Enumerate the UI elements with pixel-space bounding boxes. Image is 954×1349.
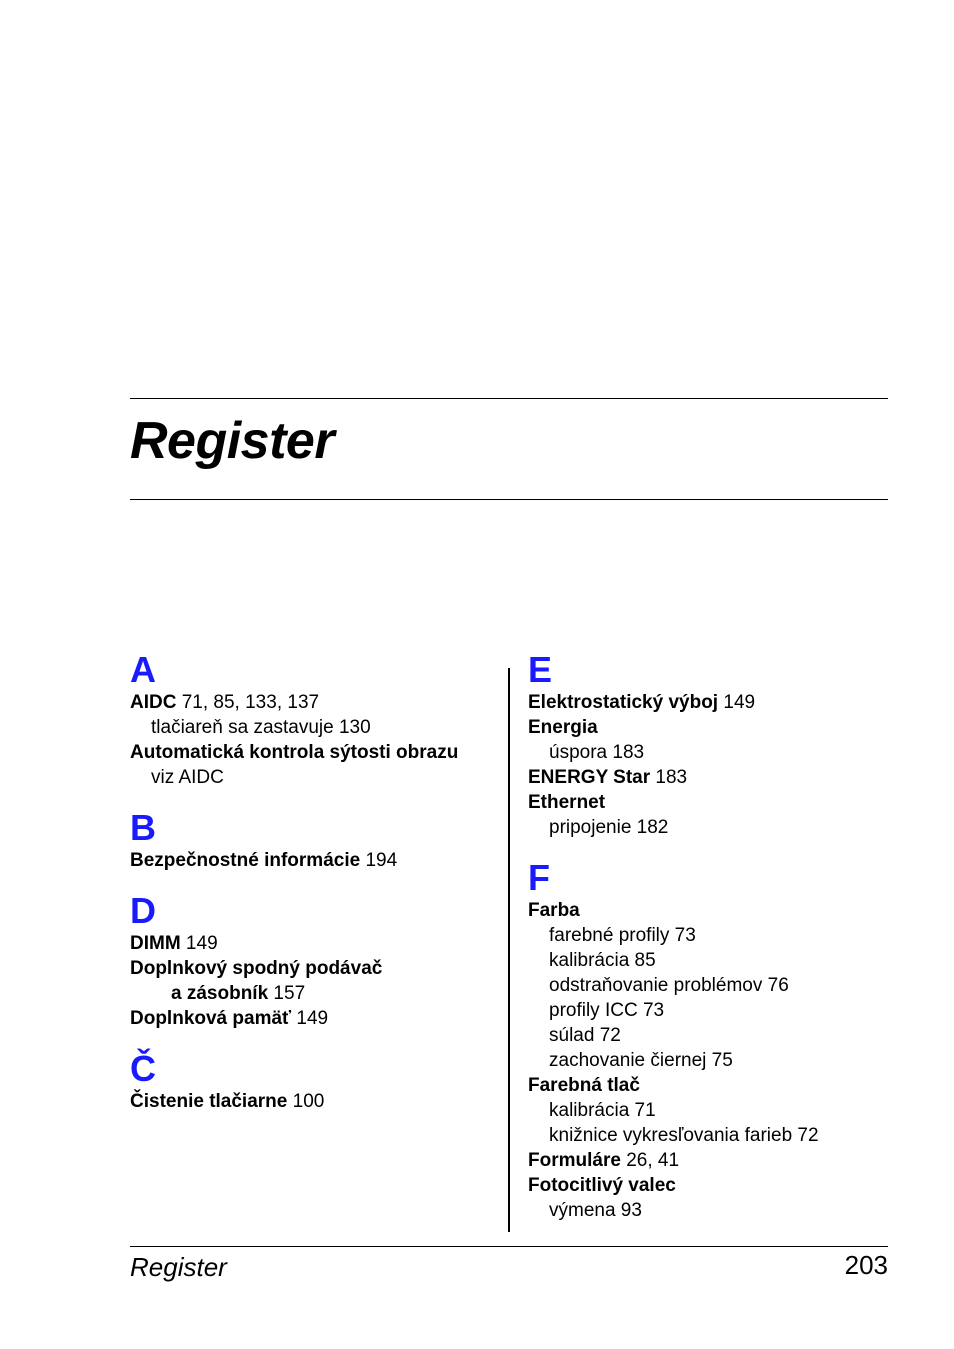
index-subentry (528, 740, 888, 765)
index-entry (528, 715, 888, 740)
footer-label: Register (130, 1252, 227, 1282)
subentry-text: výmena 93 (549, 1200, 642, 1221)
entry-term: Fotocitlivý valec (528, 1175, 676, 1196)
section-letter: A (130, 649, 156, 690)
index-section (528, 650, 888, 840)
index-entry (528, 1148, 888, 1173)
index-subentry (528, 1048, 888, 1073)
entry-term: Ethernet (528, 792, 606, 813)
entry-term: DIMM (130, 933, 181, 954)
entry-term: Bezpečnostné informácie (130, 850, 361, 871)
entry-pages: 26, 41 (620, 1150, 680, 1171)
entry-pages: 100 (287, 1091, 325, 1112)
index-section (130, 650, 500, 790)
index-entry (130, 981, 500, 1006)
subentry-text: odstraňovanie problémov 76 (549, 975, 789, 996)
entry-pages: 149 (718, 692, 756, 713)
column-divider (508, 668, 510, 1232)
index-subentry (130, 715, 500, 740)
index-subentry (528, 1123, 888, 1148)
index-section (528, 858, 888, 1223)
subentry-text: viz AIDC (151, 767, 224, 788)
entry-term: Energia (528, 717, 598, 738)
entry-term: Farebná tlač (528, 1075, 640, 1096)
index-section (130, 1049, 500, 1114)
entry-pages: 183 (650, 767, 688, 788)
index-entry (130, 848, 500, 873)
entry-term: Čistenie tlačiarne (130, 1091, 288, 1112)
index-subentry (528, 998, 888, 1023)
index-column-right (528, 650, 888, 1241)
index-entry (130, 740, 500, 765)
subentry-text: kalibrácia 85 (549, 950, 656, 971)
entry-term: ENERGY Star (528, 767, 651, 788)
section-letter: D (130, 890, 156, 931)
index-entry (130, 956, 500, 981)
index-subentry (528, 1098, 888, 1123)
entry-term: Doplnková pamäť (130, 1008, 292, 1029)
index-entry (528, 1173, 888, 1198)
entry-pages: 149 (291, 1008, 329, 1029)
entry-pages: 194 (360, 850, 398, 871)
entry-term: Doplnkový spodný podávač (130, 958, 383, 979)
title-rule-top (130, 398, 888, 399)
index-subentry (528, 948, 888, 973)
subentry-text: súlad 72 (549, 1025, 621, 1046)
subentry-text: farebné profily 73 (549, 925, 696, 946)
entry-term: AIDC (130, 692, 177, 713)
index-subentry (528, 1023, 888, 1048)
index-entry (528, 790, 888, 815)
index-subentry (528, 815, 888, 840)
subentry-text: úspora 183 (549, 742, 645, 763)
section-letter: Č (130, 1048, 156, 1089)
section-letter: E (528, 649, 553, 690)
index-column-left (130, 650, 500, 1132)
subentry-text: kalibrácia 71 (549, 1100, 656, 1121)
index-subentry (130, 765, 500, 790)
page-number: 203 (844, 1250, 888, 1280)
index-section (130, 891, 500, 1031)
entry-term: a zásobník (171, 983, 269, 1004)
index-entry (528, 898, 888, 923)
index-entry (130, 931, 500, 956)
entry-pages: 157 (268, 983, 306, 1004)
index-subentry (528, 923, 888, 948)
entry-term: Farba (528, 900, 580, 921)
page-title: Register (130, 412, 335, 470)
index-section (130, 808, 500, 873)
entry-term: Elektrostatický výboj (528, 692, 719, 713)
subentry-text: profily ICC 73 (549, 1000, 665, 1021)
subentry-text: knižnice vykresľovania farieb 72 (549, 1125, 819, 1146)
section-letter: B (130, 807, 156, 848)
index-subentry (528, 1198, 888, 1223)
footer-rule (130, 1246, 888, 1247)
title-rule-bottom (130, 499, 888, 500)
subentry-text: zachovanie čiernej 75 (549, 1050, 733, 1071)
entry-pages: 149 (180, 933, 218, 954)
entry-pages: 71, 85, 133, 137 (176, 692, 320, 713)
index-subentry (528, 973, 888, 998)
subentry-text: tlačiareň sa zastavuje 130 (151, 717, 371, 738)
index-entry (130, 1089, 500, 1114)
index-entry (528, 1073, 888, 1098)
subentry-text: pripojenie 182 (549, 817, 669, 838)
section-letter: F (528, 857, 550, 898)
entry-term: Automatická kontrola sýtosti obrazu (130, 742, 459, 763)
index-entry (130, 690, 500, 715)
entry-term: Formuláre (528, 1150, 621, 1171)
index-entry (528, 765, 888, 790)
index-entry (528, 690, 888, 715)
index-entry (130, 1006, 500, 1031)
